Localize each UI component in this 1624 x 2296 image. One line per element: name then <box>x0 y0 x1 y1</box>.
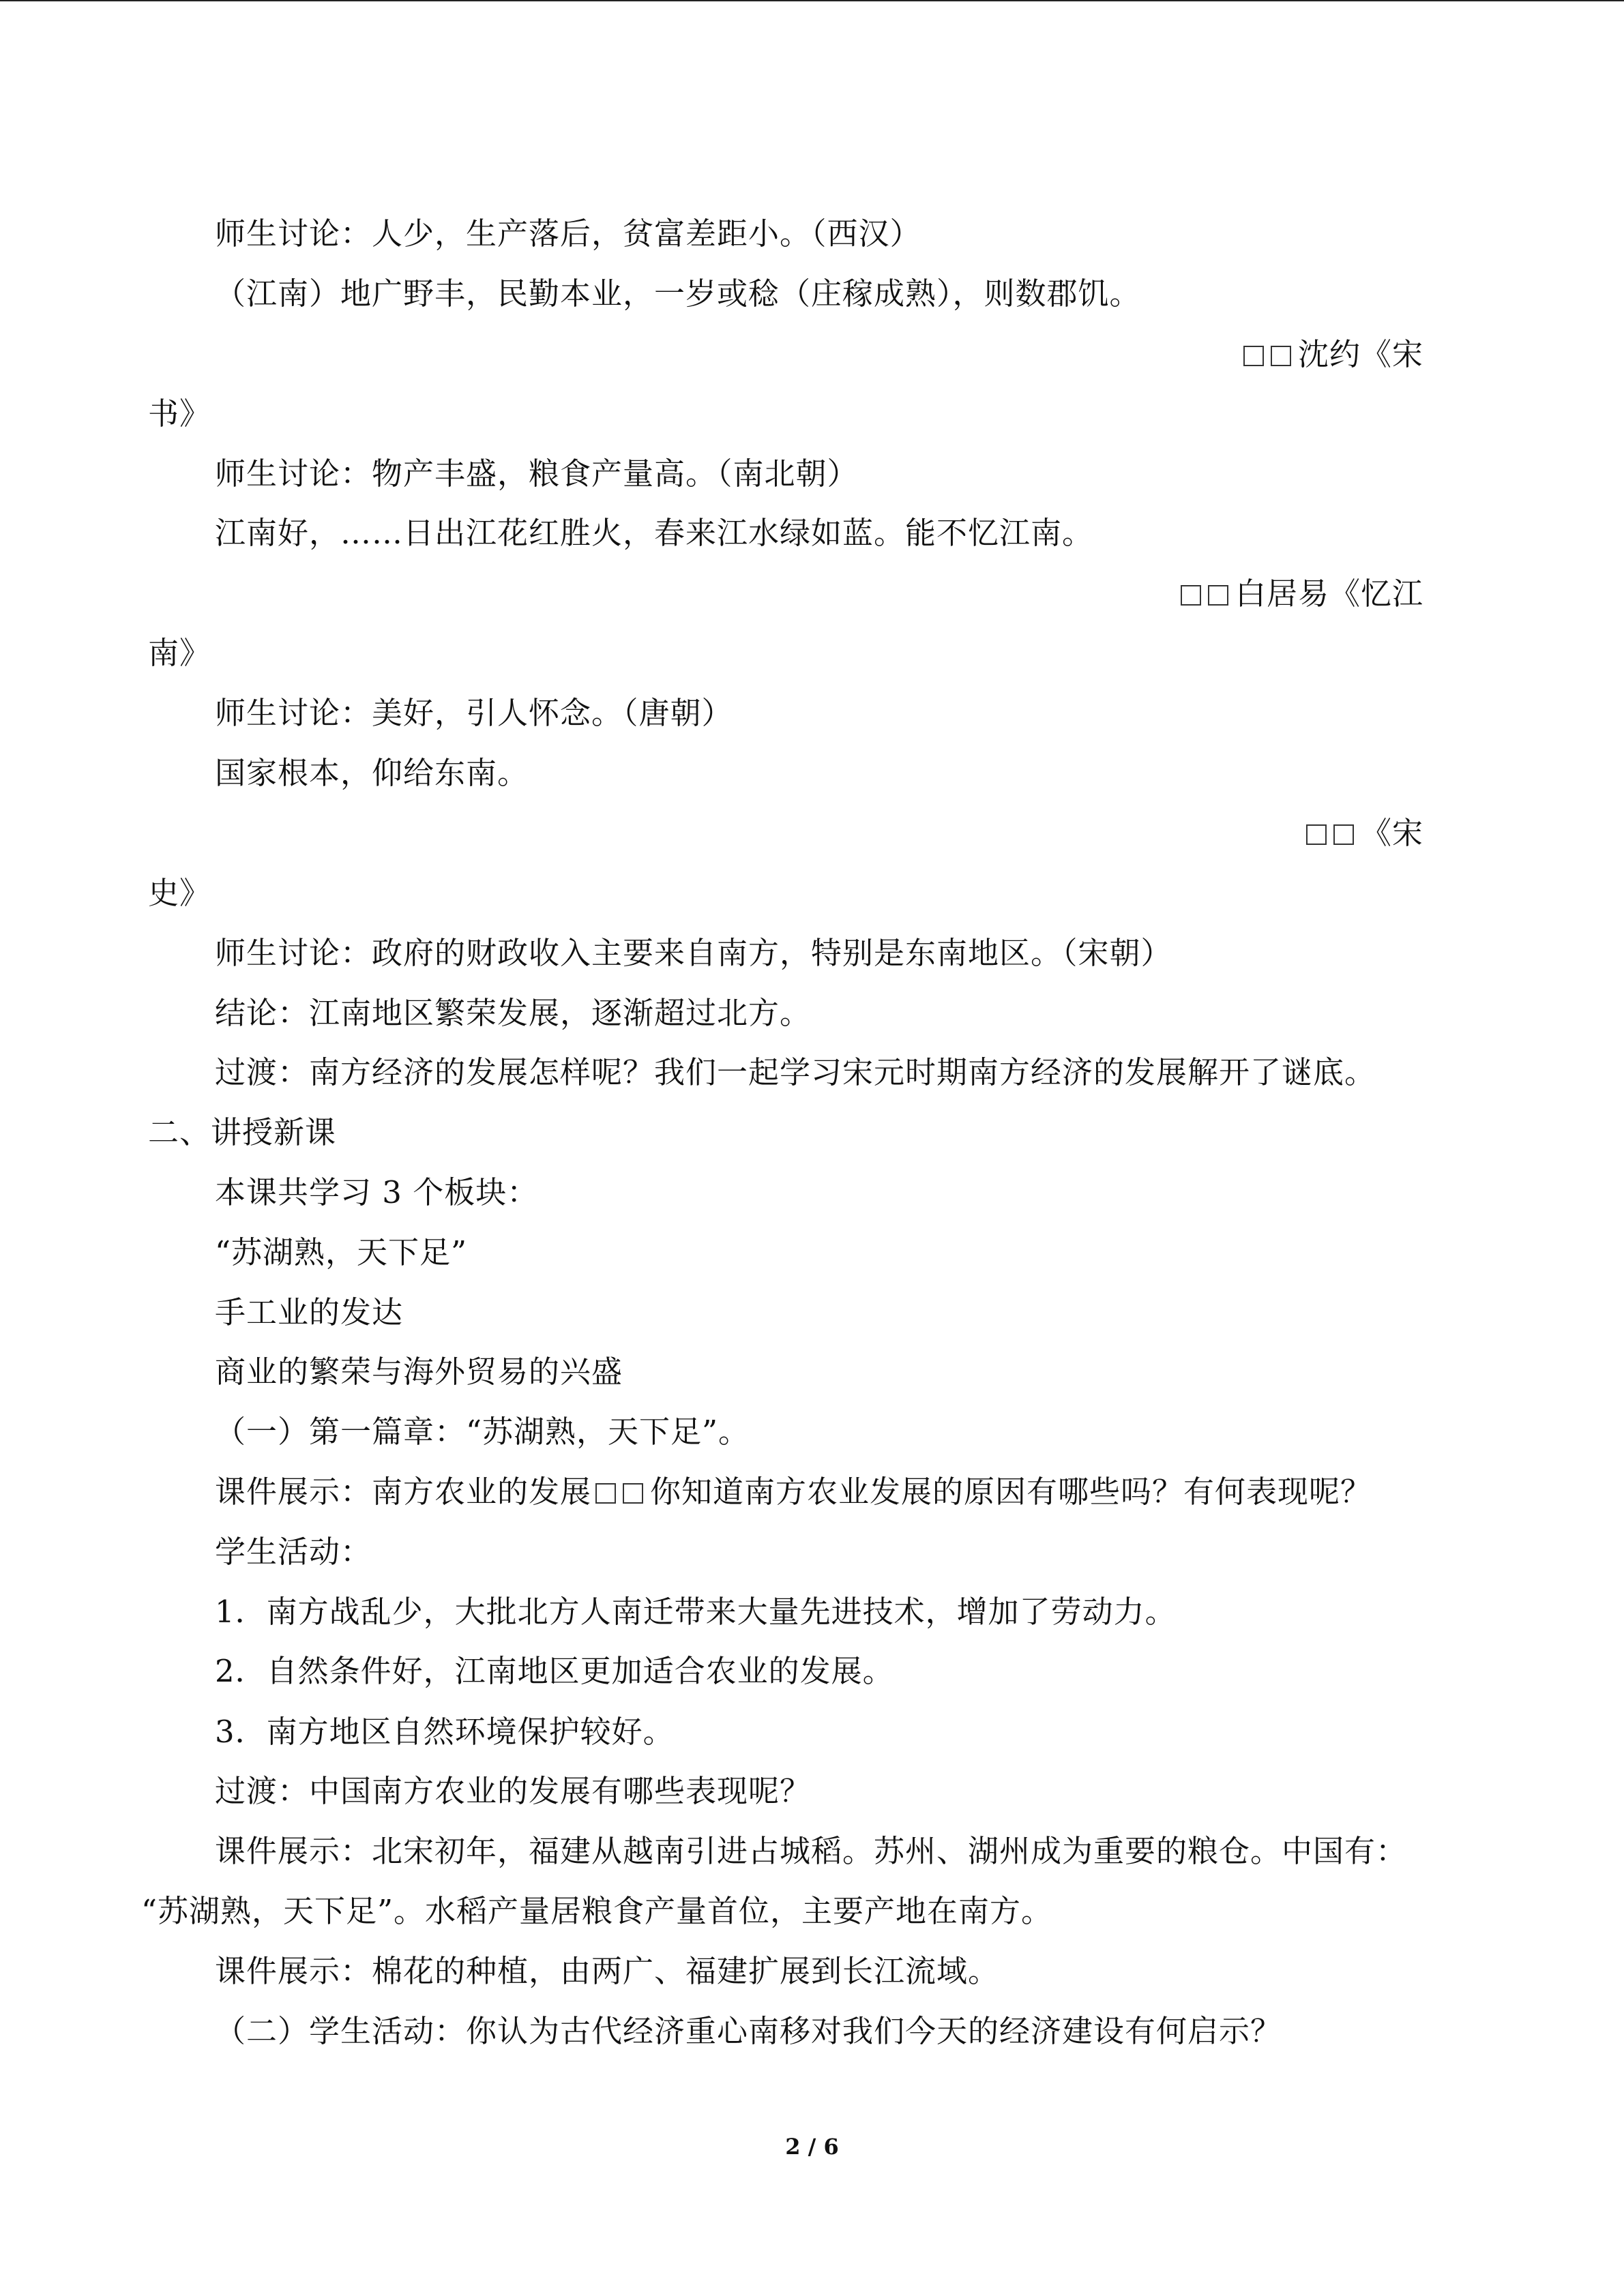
conclusion-line: 结论：江南地区繁荣发展，逐渐超过北方。 <box>215 995 812 1031</box>
quote-source-wrap: 史》 <box>148 875 211 911</box>
lesson-block-2: 手工业的发达 <box>215 1294 404 1330</box>
courseware-line-cotton: 课件展示：棉花的种植，由两广、福建扩展到长江流域。 <box>215 1953 1000 1989</box>
quote-line-yijiangnan: 江南好，……日出江花红胜火，春来江水绿如蓝。能不忆江南。 <box>215 515 1094 551</box>
courseware-line-rice-cont: “苏湖熟，天下足”。水稻产量居粮食产量首位，主要产地在南方。 <box>141 1893 1053 1929</box>
courseware-line-agriculture <box>215 1472 1372 1512</box>
missing-glyph-box <box>1306 824 1327 845</box>
missing-glyph-box <box>1333 824 1354 845</box>
quote-line-songshu: （江南）地广野丰，民勤本业，一岁或稔（庄稼成熟），则数郡饥。 <box>215 275 1141 312</box>
quote-source-text: 沈约《宋 <box>1297 336 1423 372</box>
transition-line: 过渡：南方经济的发展怎样呢？我们一起学习宋元时期南方经济的发展解开了谜底。 <box>215 1054 1376 1090</box>
quote-source-wrap: 书》 <box>148 396 211 432</box>
page-number: 2 / 6 <box>785 2134 839 2160</box>
quote-line-songshi: 国家根本，仰给东南。 <box>215 755 529 791</box>
courseware-line-rice: 课件展示：北宋初年，福建从越南引进占城稻。苏州、湖州成为重要的粮仓。中国有： <box>215 1833 1408 1869</box>
activity-item-3: 3．南方地区自然环境保护较好。 <box>215 1714 675 1750</box>
discussion-line-song: 师生讨论：政府的财政收入主要来自南方，特别是东南地区。（宋朝） <box>215 935 1172 971</box>
chapter-heading: （一）第一篇章：“苏湖熟，天下足”。 <box>215 1414 750 1450</box>
missing-glyph-box <box>1208 585 1228 606</box>
courseware-question: 你知道南方农业发展的原因有哪些吗？有何表现呢？ <box>650 1474 1372 1510</box>
activity-item-1: 1．南方战乱少，大批北方人南迁带来大量先进技术，增加了劳动力。 <box>215 1594 1177 1630</box>
missing-glyph-box <box>1181 585 1201 606</box>
missing-glyph-box <box>1271 346 1291 366</box>
quote-source-text: 《宋 <box>1360 815 1423 851</box>
missing-glyph-box <box>1243 346 1264 366</box>
quote-source-text: 白居易《忆江 <box>1235 576 1423 612</box>
lesson-overview: 本课共学习 3 个板块： <box>215 1174 539 1210</box>
quote-source-wrap: 南》 <box>148 635 211 671</box>
quote-source-songshi <box>1306 813 1423 854</box>
quote-source-songshu <box>1243 334 1423 375</box>
discussion-line-tang: 师生讨论：美好，引人怀念。（唐朝） <box>215 695 733 731</box>
student-activity-label: 学生活动： <box>215 1534 372 1570</box>
lesson-block-3: 商业的繁荣与海外贸易的兴盛 <box>215 1354 623 1390</box>
lesson-block-1: “苏湖熟，天下足” <box>215 1234 468 1270</box>
courseware-label: 课件展示：南方农业的发展 <box>215 1474 592 1510</box>
discussion-line-nanbeichao: 师生讨论：物产丰盛，粮食产量高。（南北朝） <box>215 456 859 492</box>
quote-source-yijiangnan <box>1181 573 1423 614</box>
discussion-line-xihan: 师生讨论：人少，生产落后，贫富差距小。（西汉） <box>215 215 921 252</box>
activity-item-2: 2．自然条件好，江南地区更加适合农业的发展。 <box>215 1653 894 1689</box>
section-heading: 二、讲授新课 <box>148 1114 337 1150</box>
transition-line-2: 过渡：中国南方农业的发展有哪些表现呢？ <box>215 1773 812 1809</box>
student-activity-question: （二）学生活动：你认为古代经济重心南移对我们今天的经济建设有何启示？ <box>215 2013 1282 2049</box>
missing-glyph-box <box>595 1483 616 1504</box>
missing-glyph-box <box>623 1483 643 1504</box>
